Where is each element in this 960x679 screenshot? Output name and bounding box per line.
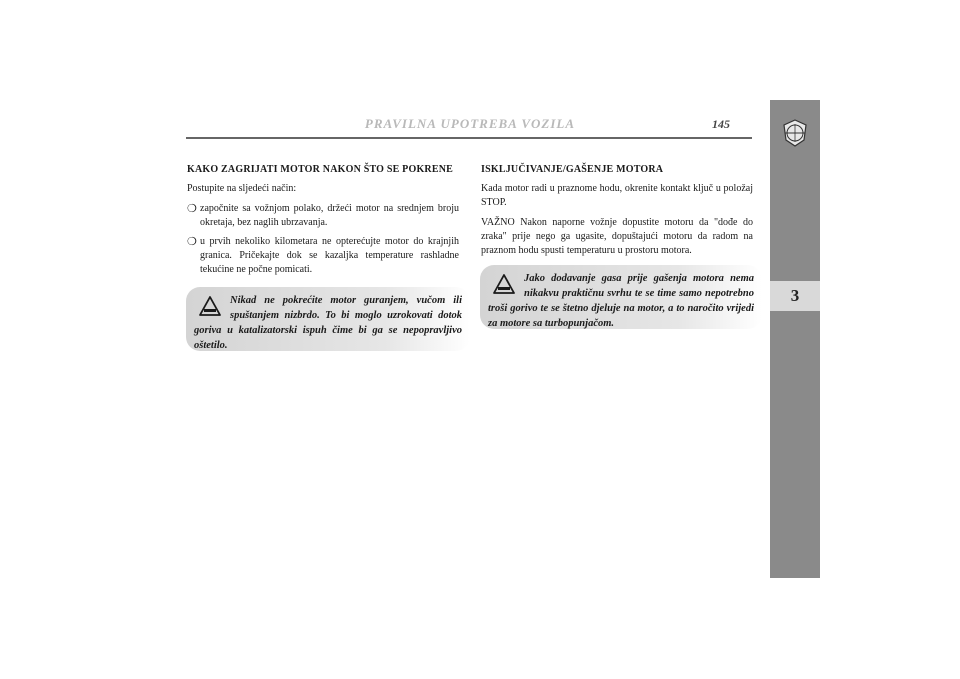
chapter-number-box: 3 [770, 281, 820, 311]
paragraph-text: Kada motor radi u praznome hodu, okrenite kontakt ključ u položaj STOP. [481, 183, 753, 208]
page-header-title: PRAVILNA UPOTREBA VOZILA [364, 116, 576, 131]
bullet-text: započnite sa vožnjom polako, držeći motor na srednjem broju okretaja, bez naglih ubrzavanja. [200, 203, 459, 228]
warning-text: Jako dodavanje gasa prije gašenja motora nema nikakvu praktičnu svrhu te se time samo nepotrebno troši gorivo te se štetno djeluje na motor, a to naročito vrijedi za motore sa turbopunjačom. [488, 273, 754, 329]
lancia-logo-icon [780, 118, 810, 148]
bullet-text: u prvih nekoliko kilometara ne opterećujte motor do krajnjih granica. Pričekajte dok se kazaljka temperature rashladne tekućine ne počne pomicati. [200, 236, 459, 275]
warning-box-right [480, 265, 762, 329]
warning-triangle-icon [492, 273, 516, 295]
paragraph-text: VAŽNO Nakon naporne vožnje dopustite motoru da "dođe do zraka" prije nego ga ugasite, dopuštajući motoru da radom na praznom hodu spusti temperaturu u prostoru motora. [481, 217, 753, 256]
bullet-circle-icon: ❍ [187, 203, 197, 215]
section-heading-warmup: KAKO ZAGRIJATI MOTOR NAKON ŠTO SE POKRENE [187, 164, 454, 175]
section-heading-shutdown: ISKLJUČIVANJE/GAŠENJE MOTORA [481, 164, 664, 175]
chapter-side-tab [770, 100, 820, 578]
list-item [187, 235, 459, 277]
warning-box-left [186, 287, 470, 351]
warning-triangle-icon [198, 295, 222, 317]
list-item [187, 202, 459, 230]
warning-text: Nikad ne pokrećite motor guranjem, vučom ili spuštanjem nizbrdo. To bi moglo uzrokovati dotok goriva u katalizatorski ispuh čime bi ga se nepopravljivo oštetilo. [194, 295, 462, 351]
left-column [187, 163, 459, 282]
page-number: 145 [712, 117, 730, 131]
header-rule [186, 137, 752, 139]
right-column [481, 163, 753, 264]
bullet-circle-icon: ❍ [187, 236, 197, 248]
intro-text: Postupite na sljedeći način: [187, 183, 297, 194]
